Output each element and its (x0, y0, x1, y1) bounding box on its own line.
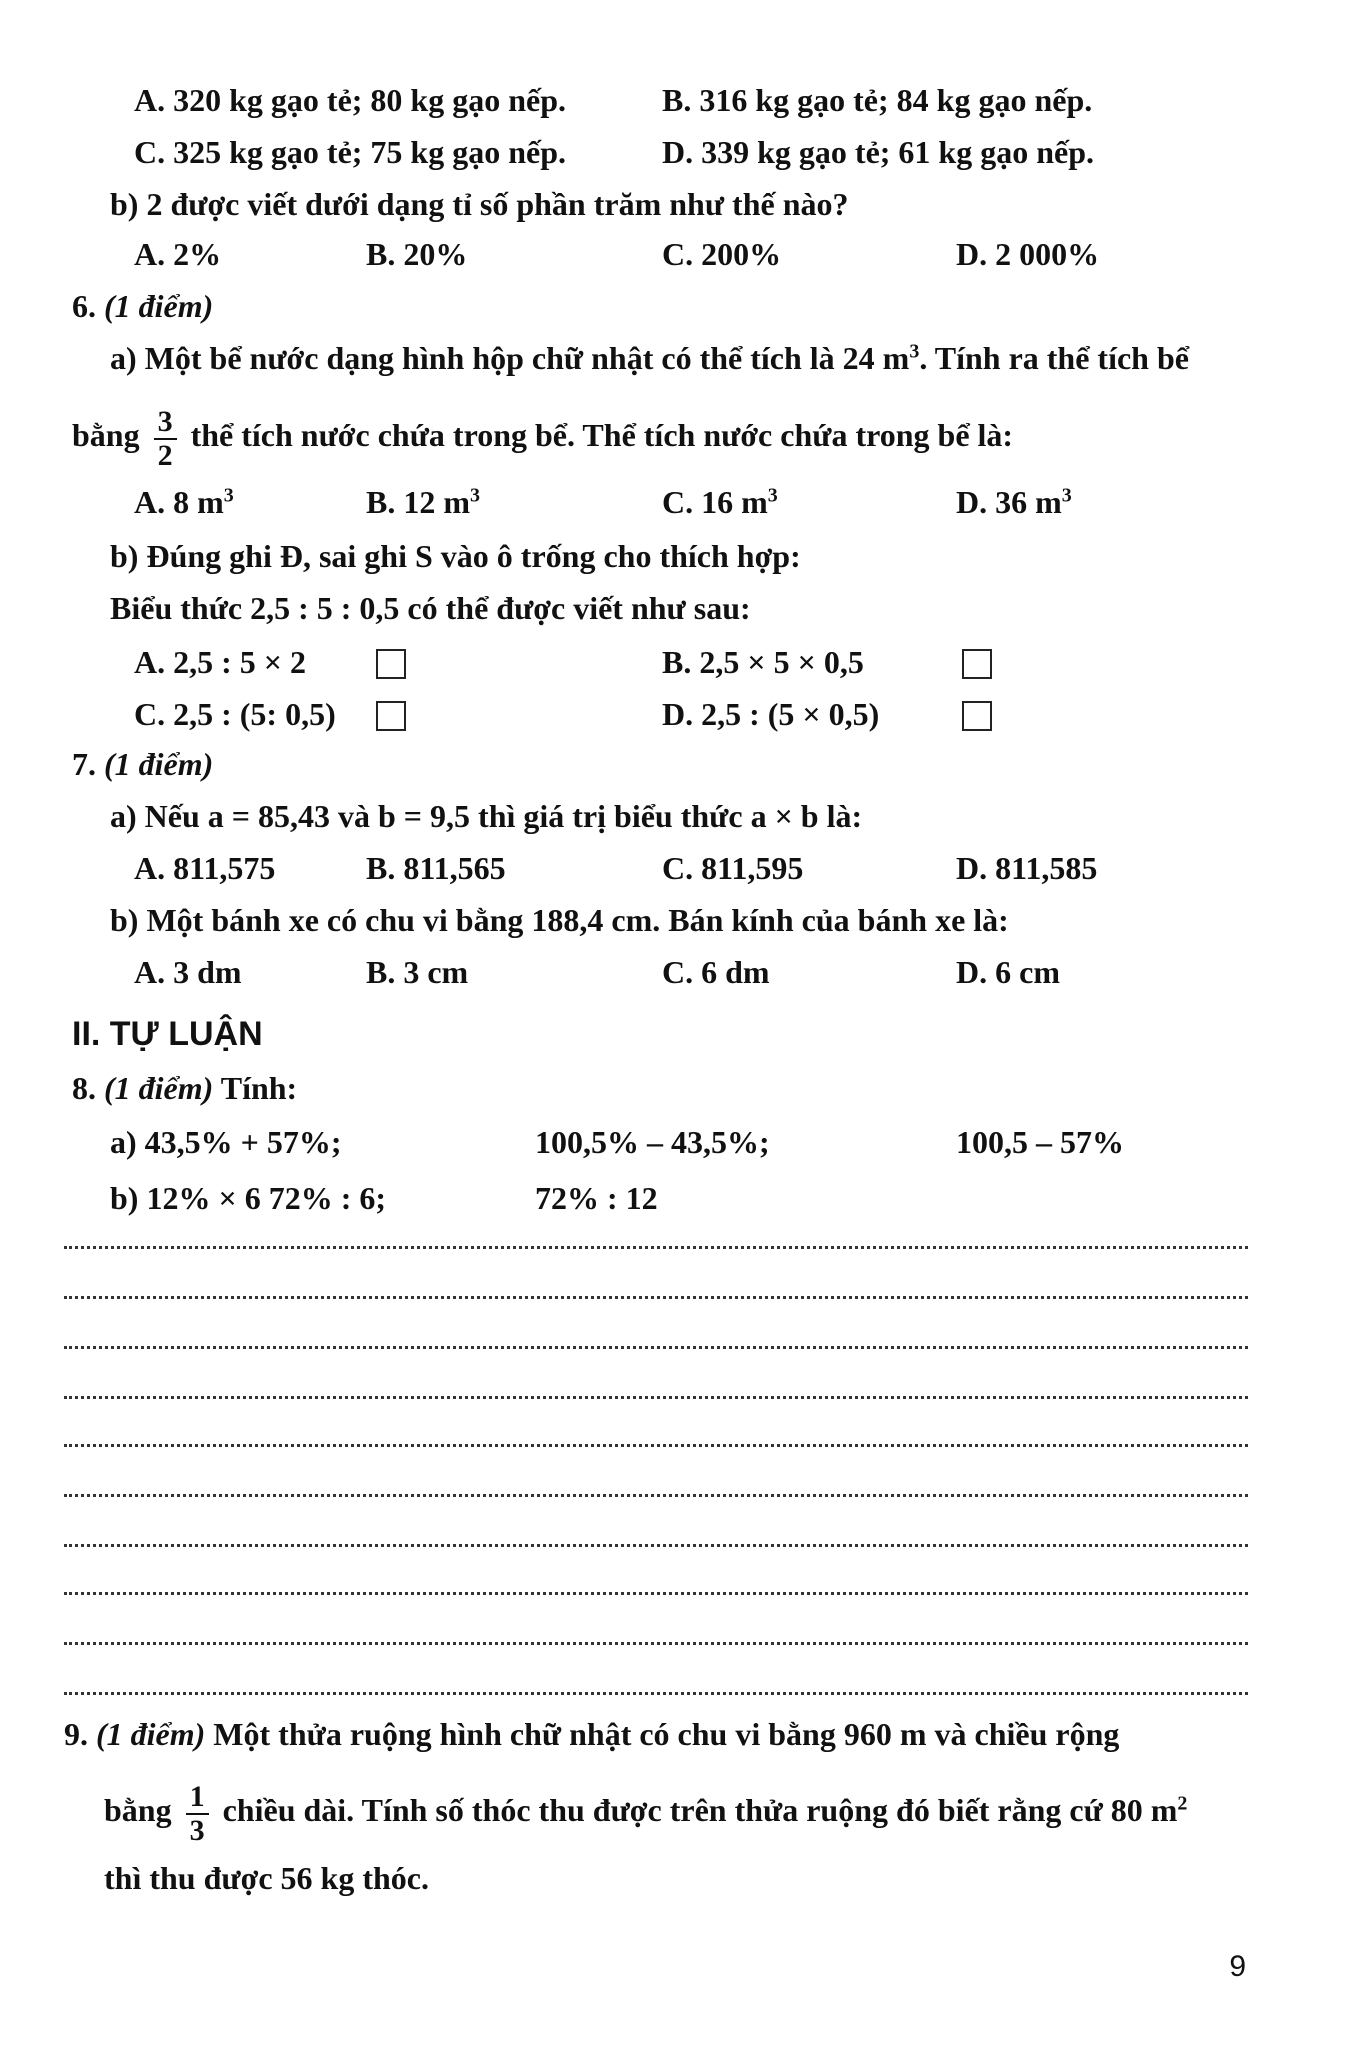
q7-heading (0, 740, 1366, 788)
answer-line[interactable] (64, 1346, 1248, 1349)
option-b: B. 316 kg gạo tẻ; 84 kg gạo nếp. (662, 82, 1093, 118)
expression-item: 100,5 – 57% (956, 1124, 1124, 1160)
answer-line[interactable] (64, 1296, 1248, 1299)
question-number: 7. (1 điểm) (72, 746, 214, 782)
q9-text-line2: bằng $\frac{1}{3}$ chiều dài. Tính số thóc thu được trên thửa ruộng đó biết rằng cứ 80 $m^2$ (104, 1779, 1188, 1847)
expression-item: 100,5% – 43,5%; (535, 1124, 770, 1160)
option-c: C. 811,595 (662, 850, 804, 886)
answer-checkbox-c[interactable] (376, 701, 406, 731)
option-b: B. 3 cm (366, 954, 469, 990)
q5-a-options-row2 (0, 128, 1366, 176)
option-d: D. 339 kg gạo tẻ; 61 kg gạo nếp. (662, 134, 1095, 170)
answer-line[interactable] (64, 1494, 1248, 1497)
option-c: C. 16 $m^3$ (662, 484, 778, 520)
answer-line[interactable] (64, 1544, 1248, 1547)
question-number: 8. (1 điểm) Tính: (72, 1070, 298, 1106)
option-a: A. 8 $m^3$ (134, 484, 234, 520)
q8-a-items (0, 1118, 1366, 1166)
question-number: 9. (1 điểm) Một thửa ruộng hình chữ nhật có chu vi bằng 960 m và chiều rộng (64, 1716, 1120, 1752)
option-c: C. 200% (662, 236, 782, 272)
q8-b-items (0, 1174, 1366, 1222)
fraction-3-2: $\frac{3}{2}$ (154, 406, 177, 472)
option-a: A. 811,575 (134, 850, 276, 886)
page-number: 9 (1229, 1950, 1246, 1983)
q5-b-question (0, 180, 1366, 228)
option-b: B. 12 $m^3$ (366, 484, 480, 520)
option-a: A. 2,5 : 5 × 2 (134, 644, 306, 680)
option-c: C. 6 dm (662, 954, 770, 990)
q6-a-options (0, 478, 1366, 526)
q7-b-options (0, 948, 1366, 996)
expression-item: b) 12% × 6 72% : 6; (110, 1180, 386, 1216)
q9-text-line3: thì thu được 56 kg thóc. (104, 1860, 429, 1896)
q6-heading (0, 282, 1366, 330)
q6-b-options-row2 (0, 690, 1366, 738)
q6-a-text-line2: bằng $\frac{3}{2}$ thể tích nước chứa trong bể. Thể tích nước chứa trong bể là: (72, 404, 1014, 472)
answer-line[interactable] (64, 1444, 1248, 1447)
q6-b-question (0, 532, 1366, 580)
answer-line[interactable] (64, 1692, 1248, 1695)
option-d: D. 6 cm (956, 954, 1060, 990)
q7-a-options (0, 844, 1366, 892)
q6-b-options-row1 (0, 638, 1366, 686)
answer-checkbox-b[interactable] (962, 649, 992, 679)
answer-line[interactable] (64, 1396, 1248, 1399)
q5-b-options (0, 230, 1366, 278)
q6-a-text-line1: a) Một bể nước dạng hình hộp chữ nhật có thể tích là 24 $m^3$. Tính ra thể tích bể (110, 340, 1189, 376)
q5-a-options-row1 (0, 76, 1366, 124)
answer-checkbox-d[interactable] (962, 701, 992, 731)
option-d: D. 2 000% (956, 236, 1100, 272)
option-d: D. 36 $m^3$ (956, 484, 1072, 520)
option-a: A. 2% (134, 236, 222, 272)
option-b: B. 811,565 (366, 850, 506, 886)
q6-b-expression (0, 584, 1366, 632)
q7-a-question (0, 792, 1366, 840)
option-a: A. 3 dm (134, 954, 242, 990)
answer-line[interactable] (64, 1642, 1248, 1645)
option-c: C. 325 kg gạo tẻ; 75 kg gạo nếp. (134, 134, 567, 170)
question-number: 6. (1 điểm) (72, 288, 214, 324)
question-text: b) Đúng ghi Đ, sai ghi S vào ô trống cho thích hợp: (110, 538, 801, 574)
q7-b-question (0, 896, 1366, 944)
answer-line[interactable] (64, 1246, 1248, 1249)
option-d: D. 811,585 (956, 850, 1098, 886)
option-c: C. 2,5 : (5: 0,5) (134, 696, 336, 732)
fraction-1-3: $\frac{1}{3}$ (186, 1781, 209, 1847)
option-b: B. 20% (366, 236, 468, 272)
question-text: b) 2 được viết dưới dạng tỉ số phần trăm như thế nào? (110, 186, 849, 222)
question-text: a) Nếu a = 85,43 và b = 9,5 thì giá trị biểu thức a × b là: (110, 798, 863, 834)
answer-line[interactable] (64, 1592, 1248, 1595)
option-a: A. 320 kg gạo tẻ; 80 kg gạo nếp. (134, 82, 567, 118)
q9-text-line1 (0, 1710, 1366, 1758)
option-b: B. 2,5 × 5 × 0,5 (662, 644, 864, 680)
expression-item: 72% : 12 (535, 1180, 658, 1216)
expression-text: Biểu thức 2,5 : 5 : 0,5 có thể được viết như sau: (110, 590, 751, 626)
answer-checkbox-a[interactable] (376, 649, 406, 679)
section-heading: II. TỰ LUẬN (72, 1015, 263, 1053)
expression-item: a) 43,5% + 57%; (110, 1124, 342, 1160)
option-d: D. 2,5 : (5 × 0,5) (662, 696, 880, 732)
q8-heading (0, 1064, 1366, 1112)
question-text: b) Một bánh xe có chu vi bằng 188,4 cm. Bán kính của bánh xe là: (110, 902, 1009, 938)
